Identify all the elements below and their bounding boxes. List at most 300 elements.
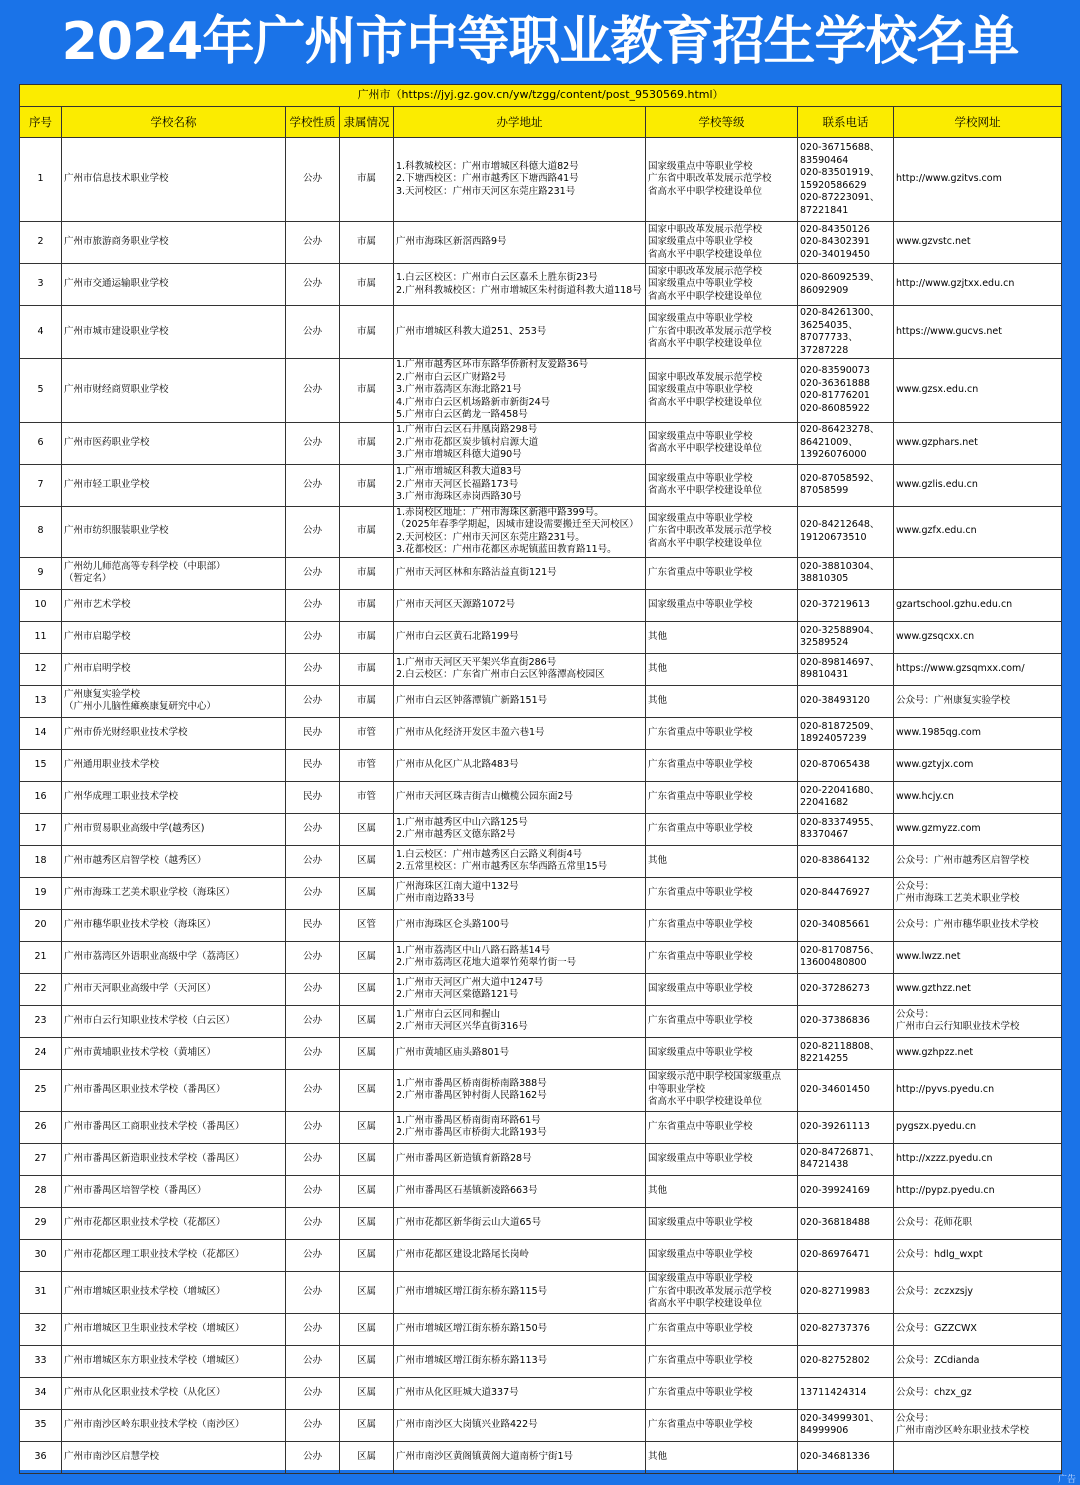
cell-level: [646, 306, 798, 359]
cell-phone-line: 87077733、: [800, 332, 858, 343]
cell-phone: [798, 909, 894, 941]
cell-level-line: 国家级重点中等职业学校: [648, 1216, 753, 1228]
cell-level: [646, 1239, 798, 1271]
cell-website-line: 公众号：hdlg_wxpt: [896, 1248, 983, 1260]
cell-no: 34: [20, 1377, 62, 1409]
cell-address-line: 3.天河校区：广州市天河区东莞庄路231号: [396, 185, 576, 197]
cell-level-line: 广东省重点中等职业学校: [648, 1418, 753, 1430]
cell-level-line: 省高水平中职学校建设单位: [648, 396, 763, 408]
cell-no: 26: [20, 1111, 62, 1143]
cell-level-line: 国家级重点中等职业学校: [648, 1046, 753, 1058]
cell-nature: 公办: [286, 1037, 340, 1069]
cell-address-line: 1.广州市白云区石井凰岗路298号: [396, 424, 538, 436]
cell-name: [62, 1345, 286, 1377]
cell-level: [646, 222, 798, 264]
cell-phone-line: 020-87065438: [800, 758, 870, 770]
cell-level: [646, 557, 798, 589]
cell-level-line: 国家级重点中等职业学校: [648, 1248, 753, 1260]
cell-name-line: 广州市贸易职业高级中学(越秀区): [64, 822, 205, 834]
cell-affiliation: 市管: [340, 749, 394, 781]
cell-phone: [798, 422, 894, 464]
cell-level-line: 省高水平中职学校建设单位: [648, 338, 763, 350]
cell-name-line: 广州市白云行知职业技术学校（白云区）: [64, 1014, 236, 1026]
cell-affiliation: 区属: [340, 1441, 394, 1473]
cell-name-line: 广州市番禺区工商职业技术学校（番禺区）: [64, 1120, 245, 1132]
cell-name: [62, 1069, 286, 1111]
cell-phone-line: 020-82737376: [800, 1322, 870, 1334]
cell-website-line: 公众号：GZZCWX: [896, 1322, 977, 1334]
cell-name-line: 广州市轻工职业学校: [64, 478, 150, 490]
cell-affiliation: 市管: [340, 717, 394, 749]
cell-name-line: 广州市艺术学校: [64, 598, 131, 610]
cell-website-line: www.gzthzz.net: [896, 982, 971, 994]
cell-affiliation: 市属: [340, 464, 394, 506]
cell-nature: 公办: [286, 359, 340, 423]
cell-affiliation: 区属: [340, 1005, 394, 1037]
cell-name-line: 广州华成理工职业技术学校: [64, 790, 179, 802]
table-row: [20, 941, 1062, 973]
cell-affiliation: 市属: [340, 264, 394, 306]
cell-website: [894, 1005, 1062, 1037]
cell-nature: 公办: [286, 1207, 340, 1239]
cell-no: 11: [20, 621, 62, 653]
cell-level-line: 国家级重点中等职业学校: [648, 384, 753, 395]
cell-phone: [798, 781, 894, 813]
cell-phone-line: 020-36715688、: [800, 142, 880, 153]
cell-website-line: 公众号：花师花职: [896, 1216, 973, 1228]
header-phone: 联系电话: [798, 107, 894, 138]
cell-name: [62, 264, 286, 306]
cell-address-line: 2.广州市番禺区钟村街人民路162号: [396, 1090, 547, 1101]
table-row: [20, 781, 1062, 813]
cell-address-line: 1.广州市天河区天平架兴华直街286号: [396, 656, 557, 668]
cell-address: [394, 813, 646, 845]
cell-phone-line: 83590464: [800, 154, 849, 166]
cell-level: [646, 1111, 798, 1143]
cell-nature: 公办: [286, 1377, 340, 1409]
cell-name-line: 广州市天河职业高级中学（天河区）: [64, 982, 217, 994]
cell-address-line: 1.科教城校区：广州市增城区科德大道82号: [396, 160, 579, 172]
cell-level: [646, 464, 798, 506]
cell-phone: [798, 1271, 894, 1313]
cell-affiliation: 区属: [340, 1345, 394, 1377]
cell-nature: 公办: [286, 877, 340, 909]
cell-phone-line: 020-83864132: [800, 854, 870, 866]
cell-nature: 公办: [286, 941, 340, 973]
cell-no: 22: [20, 973, 62, 1005]
cell-nature: 公办: [286, 621, 340, 653]
cell-name: [62, 1175, 286, 1207]
table-row: [20, 359, 1062, 423]
cell-website-line: 公众号：广州市穗华职业技术学校: [896, 918, 1039, 930]
cell-address-line: 广州市增城区科教大道251、253号: [396, 325, 547, 337]
cell-address-line: 2.广州市白云区广财路2号: [396, 371, 507, 383]
cell-address-line: 广州市黄埔区庙头路801号: [396, 1046, 510, 1058]
table-row: [20, 1377, 1062, 1409]
cell-website: [894, 464, 1062, 506]
cell-no: 24: [20, 1037, 62, 1069]
cell-website-line: 公众号：: [896, 880, 935, 892]
cell-phone-line: 020-84212648、: [800, 519, 880, 530]
cell-name-line: 广州市增城区卫生职业技术学校（增城区）: [64, 1322, 245, 1334]
source-caption-row: [20, 85, 1062, 107]
cell-phone: [798, 813, 894, 845]
cell-no: 19: [20, 877, 62, 909]
cell-name-line: 广州市增城区职业技术学校（增城区）: [64, 1285, 226, 1297]
cell-phone-line: 83370467: [800, 829, 849, 840]
cell-address-line: 1.广州市荔湾区中山八路石路基14号: [396, 944, 551, 956]
cell-address-line: 广州市从化经济开发区丰盈六巷1号: [396, 726, 545, 738]
cell-name: [62, 717, 286, 749]
cell-website: [894, 1111, 1062, 1143]
cell-website-line: www.gzmyzz.com: [896, 822, 981, 834]
cell-level-line: 国家级重点中等职业学校: [648, 1273, 753, 1285]
cell-name-line: 广州康复实验学校: [64, 688, 141, 700]
cell-address-line: 广州市花都区新华街云山大道65号: [396, 1216, 542, 1228]
cell-phone-line: 020-84476927: [800, 886, 870, 898]
table-row: [20, 422, 1062, 464]
cell-name-line: 广州市交通运输职业学校: [64, 278, 169, 290]
cell-phone: [798, 1069, 894, 1111]
cell-name-line: （广州小儿脑性瘫痪康复研究中心）: [64, 701, 217, 712]
cell-level-line: 其他: [648, 630, 668, 642]
cell-no: 3: [20, 264, 62, 306]
cell-no: 29: [20, 1207, 62, 1239]
cell-affiliation: 区属: [340, 1377, 394, 1409]
cell-address: [394, 653, 646, 685]
cell-no: 9: [20, 557, 62, 589]
cell-website: [894, 506, 1062, 557]
cell-phone: [798, 973, 894, 1005]
cell-nature: 公办: [286, 138, 340, 222]
cell-name: [62, 1143, 286, 1175]
cell-affiliation: 市属: [340, 359, 394, 423]
cell-address-line: 1.广州市白云区同和握山: [396, 1008, 501, 1020]
cell-website: [894, 1207, 1062, 1239]
cell-phone-line: 020-82752802: [800, 1354, 870, 1366]
cell-address-line: 广州市天河区林和东路沾益直街121号: [396, 566, 557, 578]
cell-no: 12: [20, 653, 62, 685]
cell-phone-line: 020-87223091、: [800, 192, 880, 203]
cell-level-line: 国家中职改革发展示范学校: [648, 371, 763, 383]
cell-phone: [798, 845, 894, 877]
cell-affiliation: 市属: [340, 557, 394, 589]
school-table: [19, 84, 1062, 1474]
cell-affiliation: 区属: [340, 1239, 394, 1271]
cell-website: [894, 845, 1062, 877]
cell-address-line: 2.广州市番禺区市桥街大北路193号: [396, 1127, 547, 1138]
cell-website-line: 公众号：zczxzsjy: [896, 1285, 974, 1297]
cell-level: [646, 749, 798, 781]
cell-address: [394, 877, 646, 909]
cell-address-line: 1.广州市增城区科教大道83号: [396, 466, 522, 478]
table-row: [20, 973, 1062, 1005]
cell-website: [894, 264, 1062, 306]
cell-phone-line: 87058599: [800, 485, 849, 496]
cell-website: [894, 1345, 1062, 1377]
cell-address: [394, 1111, 646, 1143]
cell-address-line: 2.广州市天河区棠德路121号: [396, 989, 519, 1000]
cell-name: [62, 464, 286, 506]
cell-address-line: 广州市南沙区黄阁镇黄阁大道南桥宁街1号: [396, 1450, 574, 1462]
cell-address-line: 3.广州市增城区科德大道90号: [396, 449, 522, 461]
cell-name: [62, 877, 286, 909]
cell-phone-line: 84721438: [800, 1159, 849, 1170]
cell-phone-line: 020-84302391: [800, 236, 870, 248]
table-row: [20, 909, 1062, 941]
cell-phone: [798, 1143, 894, 1175]
cell-address-line: 广州市海珠区仑头路100号: [396, 918, 510, 930]
cell-nature: 公办: [286, 1409, 340, 1441]
cell-address-line: 广州市天河区天源路1072号: [396, 598, 516, 610]
cell-phone: [798, 1313, 894, 1345]
cell-address: [394, 589, 646, 621]
cell-address-line: 2.广州市天河区长福路173号: [396, 478, 519, 490]
cell-phone: [798, 1175, 894, 1207]
cell-address-line: 2.广州市越秀区文德东路2号: [396, 829, 516, 840]
cell-level: [646, 621, 798, 653]
cell-level: [646, 589, 798, 621]
cell-name-line: 广州市纺织服装职业学校: [64, 525, 169, 537]
cell-website: [894, 222, 1062, 264]
cell-affiliation: 区属: [340, 1069, 394, 1111]
cell-phone-line: 38810305: [800, 573, 849, 584]
cell-address-line: 广州市南边路33号: [396, 893, 475, 904]
cell-no: 16: [20, 781, 62, 813]
cell-name: [62, 422, 286, 464]
cell-phone: [798, 1239, 894, 1271]
cell-nature: 民办: [286, 909, 340, 941]
cell-nature: 公办: [286, 1313, 340, 1345]
cell-level-line: 省高水平中职学校建设单位: [648, 185, 763, 197]
cell-address-line: 广州市从化区广从北路483号: [396, 758, 519, 770]
cell-name: [62, 653, 286, 685]
cell-website-line: www.hcjy.cn: [896, 790, 954, 802]
cell-nature: 公办: [286, 306, 340, 359]
cell-website-line: http://www.gzitvs.com: [896, 173, 1002, 185]
cell-phone-line: 020-37386836: [800, 1014, 870, 1026]
cell-phone-line: 020-38493120: [800, 694, 870, 706]
cell-level-line: 国家级重点中等职业学校: [648, 236, 753, 248]
cell-nature: 民办: [286, 781, 340, 813]
cell-phone-line: 020-86976471: [800, 1248, 870, 1260]
cell-phone-line: 020-83590073: [800, 365, 870, 377]
cell-name-line: 广州市穗华职业技术学校（海珠区）: [64, 918, 217, 930]
cell-name-line: 广州市番禺区新造职业技术学校（番禺区）: [64, 1152, 245, 1164]
table-row: [20, 1239, 1062, 1271]
cell-level: [646, 1377, 798, 1409]
cell-level-line: 广东省中职改革发展示范学校: [648, 525, 772, 537]
cell-address-line: 3.花都校区：广州市花都区赤坭镇蓝田教育路11号。: [396, 544, 617, 555]
cell-name-line: 广州市从化区职业技术学校（从化区）: [64, 1386, 226, 1398]
cell-website: [894, 138, 1062, 222]
cell-address-line: 广州市番禺区石基镇新凌路663号: [396, 1184, 538, 1196]
cell-address-line: 2.白云校区：广东省广州市白云区钟落潭高校园区: [396, 669, 605, 680]
cell-name-line: 广州市启明学校: [64, 662, 131, 674]
cell-address: [394, 1175, 646, 1207]
cell-phone-line: 84999906: [800, 1425, 849, 1436]
table-row: [20, 557, 1062, 589]
cell-name-line: 广州市花都区理工职业技术学校（花都区）: [64, 1248, 245, 1260]
cell-phone: [798, 222, 894, 264]
cell-website: [894, 973, 1062, 1005]
cell-name: [62, 621, 286, 653]
cell-phone: [798, 138, 894, 222]
table-row: [20, 264, 1062, 306]
cell-level-line: 省高水平中职学校建设单位: [648, 485, 763, 496]
cell-phone-line: 36254035、: [800, 319, 858, 331]
cell-level-line: 省高水平中职学校建设单位: [648, 1096, 763, 1108]
cell-phone-line: 18924057239: [800, 733, 867, 744]
cell-level: [646, 1313, 798, 1345]
cell-no: 13: [20, 685, 62, 717]
cell-level-line: 省高水平中职学校建设单位: [648, 443, 763, 454]
cell-level-line: 国家级示范中职学校国家级重点: [648, 1071, 782, 1083]
cell-phone-line: 020-37286273: [800, 982, 870, 994]
cell-level: [646, 685, 798, 717]
cell-address: [394, 749, 646, 781]
cell-address: [394, 1409, 646, 1441]
cell-affiliation: 市属: [340, 621, 394, 653]
cell-address: [394, 222, 646, 264]
table-row: [20, 1069, 1062, 1111]
cell-address-line: 广州市增城区增江街东桥东路150号: [396, 1322, 548, 1334]
cell-name: [62, 941, 286, 973]
cell-name: [62, 909, 286, 941]
cell-level-line: 国家级重点中等职业学校: [648, 313, 753, 325]
cell-name: [62, 1313, 286, 1345]
cell-website: [894, 1175, 1062, 1207]
cell-level-line: 广东省重点中等职业学校: [648, 1120, 753, 1132]
cell-name-line: 广州市旅游商务职业学校: [64, 236, 169, 248]
cell-affiliation: 市属: [340, 222, 394, 264]
cell-phone-line: 020-84261300、: [800, 307, 880, 318]
cell-phone-line: 020-81872509、: [800, 720, 880, 732]
cell-no: 6: [20, 422, 62, 464]
cell-affiliation: 市属: [340, 506, 394, 557]
cell-address: [394, 264, 646, 306]
cell-level-line: 国家级重点中等职业学校: [648, 1152, 753, 1164]
cell-address-line: 2.天河校区：广州市天河区东莞庄路231号。: [396, 531, 585, 543]
cell-name: [62, 749, 286, 781]
cell-no: 33: [20, 1345, 62, 1377]
cell-nature: 公办: [286, 1271, 340, 1313]
cell-address-line: 广州市南沙区大岗镇兴业路422号: [396, 1418, 538, 1430]
cell-level: [646, 264, 798, 306]
cell-nature: 公办: [286, 653, 340, 685]
table-row: [20, 1409, 1062, 1441]
cell-nature: 公办: [286, 813, 340, 845]
cell-level-line: 其他: [648, 662, 668, 674]
cell-phone: [798, 306, 894, 359]
cell-website-line: www.gzfx.edu.cn: [896, 525, 977, 537]
cell-phone: [798, 717, 894, 749]
cell-nature: 公办: [286, 506, 340, 557]
cell-level: [646, 422, 798, 464]
cell-affiliation: 区属: [340, 1313, 394, 1345]
table-row: [20, 1111, 1062, 1143]
cell-phone: [798, 941, 894, 973]
cell-level: [646, 1069, 798, 1111]
cell-website: [894, 1239, 1062, 1271]
cell-name: [62, 557, 286, 589]
cell-name-line: 广州市越秀区启智学校（越秀区）: [64, 854, 207, 866]
cell-phone: [798, 653, 894, 685]
cell-address: [394, 422, 646, 464]
cell-website-line: www.gzvstc.net: [896, 236, 971, 248]
cell-level: [646, 1409, 798, 1441]
cell-address: [394, 1037, 646, 1069]
cell-name-line: 广州市海珠工艺美术职业学校（海珠区）: [64, 886, 236, 898]
cell-affiliation: 区属: [340, 941, 394, 973]
table-row: [20, 621, 1062, 653]
cell-website: [894, 1143, 1062, 1175]
cell-website-line: www.gzsx.edu.cn: [896, 384, 979, 395]
cell-address: [394, 1345, 646, 1377]
cell-name-line: （暂定名）: [64, 573, 112, 584]
cell-nature: 公办: [286, 1005, 340, 1037]
cell-address-line: 广州市从化区旺城大道337号: [396, 1386, 519, 1398]
cell-level: [646, 1005, 798, 1037]
cell-name: [62, 685, 286, 717]
cell-address: [394, 909, 646, 941]
cell-phone-line: 020-83374955、: [800, 816, 880, 828]
cell-website-line: www.gzphars.net: [896, 436, 978, 448]
cell-affiliation: 市属: [340, 422, 394, 464]
cell-name: [62, 1409, 286, 1441]
cell-no: 30: [20, 1239, 62, 1271]
cell-no: 14: [20, 717, 62, 749]
cell-address: [394, 359, 646, 423]
header-address: 办学地址: [394, 107, 646, 138]
cell-affiliation: 区属: [340, 1175, 394, 1207]
cell-address: [394, 464, 646, 506]
cell-nature: 公办: [286, 685, 340, 717]
cell-no: 36: [20, 1441, 62, 1473]
cell-address-line: 广州市增城区增江街东桥东路113号: [396, 1354, 548, 1366]
cell-name: [62, 1207, 286, 1239]
cell-level-line: 广东省重点中等职业学校: [648, 566, 753, 578]
cell-phone-line: 020-38810304、: [800, 560, 880, 572]
cell-no: 1: [20, 138, 62, 222]
cell-no: 7: [20, 464, 62, 506]
table-row: [20, 138, 1062, 222]
cell-no: 28: [20, 1175, 62, 1207]
cell-level-line: 广东省重点中等职业学校: [648, 822, 753, 834]
cell-address-line: （2025年春季学期起，因城市建设需要搬迁至天河校区）: [396, 519, 639, 530]
cell-phone-line: 020-86092539、: [800, 272, 880, 283]
cell-address-line: 1.广州市天河区广州大道中1247号: [396, 976, 544, 988]
cell-phone-line: 020-84350126: [800, 223, 870, 235]
table-row: [20, 1037, 1062, 1069]
cell-no: 32: [20, 1313, 62, 1345]
cell-address-line: 2.广州市花都区炭步镇村启源大道: [396, 436, 539, 448]
cell-level: [646, 1207, 798, 1239]
header-name: 学校名称: [62, 107, 286, 138]
cell-no: 23: [20, 1005, 62, 1037]
cell-name-line: 广州市侨光财经职业技术学校: [64, 726, 188, 738]
cell-affiliation: 区属: [340, 1271, 394, 1313]
table-row: [20, 506, 1062, 557]
cell-address-line: 1.广州市番禺区桥南街南环路61号: [396, 1114, 541, 1126]
cell-address-line: 5.广州市白云区鹤龙一路458号: [396, 409, 528, 420]
cell-website: [894, 813, 1062, 845]
cell-website-line: 广州市海珠工艺美术职业学校: [896, 893, 1020, 904]
cell-website-line: 广州市白云行知职业技术学校: [896, 1021, 1020, 1032]
cell-level-line: 广东省重点中等职业学校: [648, 886, 753, 898]
cell-level-line: 广东省重点中等职业学校: [648, 1322, 753, 1334]
cell-phone-line: 22041682: [800, 797, 849, 808]
